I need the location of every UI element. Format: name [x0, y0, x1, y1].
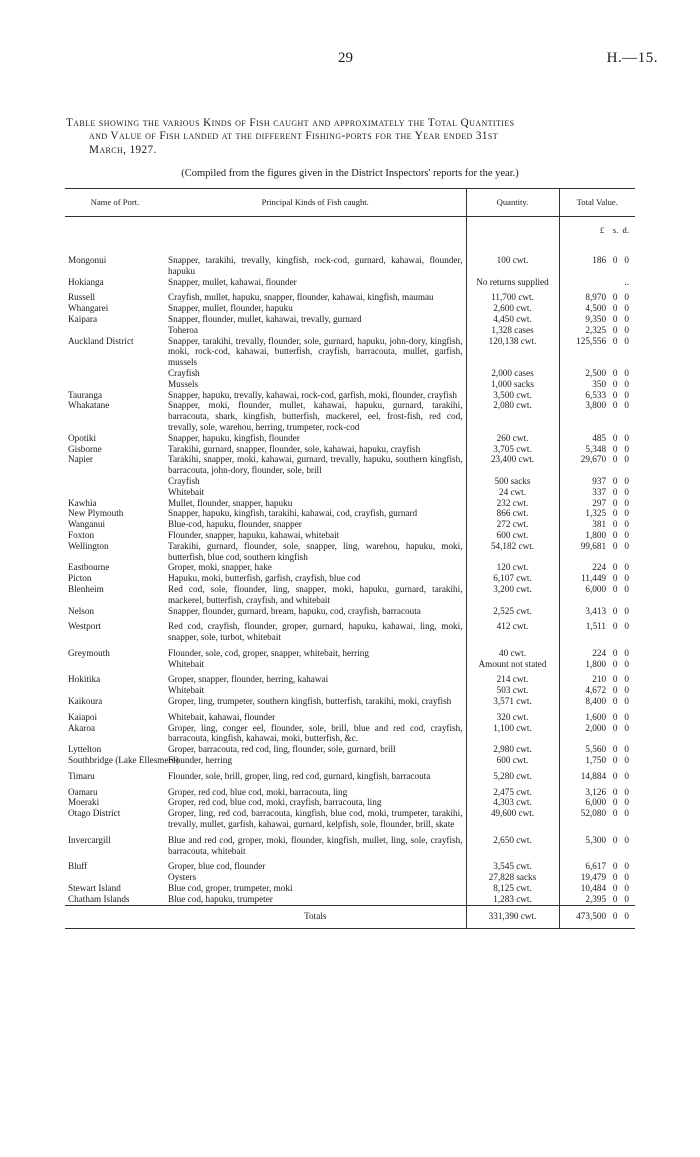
value-cell: 52,080 0 0	[559, 808, 635, 830]
value-cell: 937 0 0	[559, 476, 635, 487]
table-row	[65, 883, 635, 894]
port-cell: Wellington	[68, 540, 109, 551]
kinds-cell: Mussels	[168, 378, 199, 389]
port-cell: Hokianga	[68, 276, 104, 287]
value-cell: 350 0 0	[559, 379, 635, 390]
quantity-cell: 4,450 cwt.	[466, 314, 559, 325]
port-cell	[65, 659, 165, 670]
quantity-cell: 412 cwt.	[466, 616, 559, 643]
kinds-cell: Groper, red cod, blue cod, moki, barracouta, ling	[168, 786, 348, 797]
quantity-cell: 40 cwt.	[466, 643, 559, 659]
port-cell: Auckland District	[68, 335, 134, 346]
table-subtitle: (Compiled from the figures given in the District Inspectors' reports for the year.)	[181, 168, 519, 179]
port-cell: New Plymouth	[68, 508, 124, 519]
quantity-cell: 4,303 cwt.	[466, 797, 559, 808]
value-cell: 5,300 0 0	[559, 830, 635, 857]
quantity-cell: 5,280 cwt.	[466, 766, 559, 782]
quantity-cell: 3,571 cwt.	[466, 696, 559, 707]
table-row	[65, 476, 635, 487]
table-row	[65, 303, 635, 314]
kinds-cell: Oysters	[168, 872, 197, 883]
kinds-cell: Groper, barracouta, red cod, ling, flounder, sole, gurnard, brill	[168, 744, 396, 755]
quantity-cell: 1,100 cwt.	[466, 723, 559, 745]
value-cell: 6,617 0 0	[559, 856, 635, 872]
value-cell: 8,970 0 0	[559, 287, 635, 303]
quantity-cell: 2,080 cwt.	[466, 400, 559, 432]
kinds-cell: Whitebait	[168, 486, 205, 497]
page-header	[0, 50, 700, 70]
table-row	[65, 336, 635, 368]
kinds-cell: Snapper, flounder, mullet, kahawai, trevally, gurnard	[168, 313, 362, 324]
kinds-cell: Tarakihi, gurnard, flounder, sole, snapper, ling, warehou, hapuku, moki, butterfish, blue cod, southern kingfish	[168, 540, 463, 562]
value-cell: 3,413 0 0	[559, 606, 635, 617]
value-cell: 6,000 0 0	[559, 797, 635, 808]
fish-table	[65, 188, 635, 929]
kinds-cell: Snapper, flounder, gurnard, bream, hapuku, cod, crayfish, barracouta	[168, 605, 421, 616]
page-number: 29	[338, 50, 353, 66]
port-cell: Wanganui	[68, 519, 106, 530]
value-cell: 14,884 0 0	[559, 766, 635, 782]
kinds-cell: Whitebait, kahawai, flounder	[168, 711, 276, 722]
port-cell: Moeraki	[68, 797, 100, 808]
port-cell: Napier	[68, 454, 93, 465]
totals-row	[65, 905, 635, 928]
value-cell: 381 0 0	[559, 519, 635, 530]
table-row	[65, 379, 635, 390]
quantity-cell: 866 cwt.	[466, 508, 559, 519]
value-cell: 224 0 0	[559, 643, 635, 659]
table-row	[65, 255, 635, 277]
port-cell: Whakatane	[68, 400, 110, 411]
quantity-cell: 27,828 sacks	[466, 872, 559, 883]
port-cell: Eastbourne	[68, 562, 110, 573]
table-row	[65, 498, 635, 509]
table-row	[65, 872, 635, 883]
port-cell	[65, 476, 165, 487]
value-cell: 2,500 0 0	[559, 368, 635, 379]
table-row	[65, 707, 635, 723]
table-row	[65, 454, 635, 476]
quantity-cell: 2,980 cwt.	[466, 744, 559, 755]
value-cell: 9,350 0 0	[559, 314, 635, 325]
value-cell: 125,556 0 0	[559, 336, 635, 368]
table-row	[65, 808, 635, 830]
quantity-cell: 1,000 sacks	[466, 379, 559, 390]
port-cell: Foxton	[68, 529, 95, 540]
quantity-cell: 1,283 cwt.	[466, 894, 559, 905]
port-cell: Blenheim	[68, 583, 104, 594]
kinds-cell: Flounder, sole, brill, groper, ling, red cod, gurnard, kingfish, barracouta	[168, 770, 431, 781]
quantity-cell: 2,600 cwt.	[466, 303, 559, 314]
quantity-cell: 503 cwt.	[466, 685, 559, 696]
table-row	[65, 606, 635, 617]
quantity-cell: 1,328 cases	[466, 325, 559, 336]
kinds-cell: Blue cod, groper, trumpeter, moki	[168, 883, 293, 894]
table-row	[65, 508, 635, 519]
table-row	[65, 541, 635, 563]
kinds-cell: Flounder, herring	[168, 755, 232, 766]
quantity-cell: 23,400 cwt.	[466, 454, 559, 476]
table-row	[65, 755, 635, 766]
kinds-cell: Crayfish	[168, 367, 200, 378]
port-cell: Oamaru	[68, 786, 98, 797]
table-row	[65, 400, 635, 432]
quantity-cell: Amount not stated	[466, 659, 559, 670]
kinds-cell: Red cod, crayfish, flounder, groper, gurnard, hapuku, kahawai, ling, moki, snapper, sole, turbot, whitebait	[168, 621, 463, 643]
table-row	[65, 314, 635, 325]
value-cell: 337 0 0	[559, 487, 635, 498]
port-cell: Mongonui	[68, 255, 107, 265]
value-cell: 224 0 0	[559, 562, 635, 573]
table-row	[65, 782, 635, 798]
table-row	[65, 669, 635, 685]
port-cell: Kaikoura	[68, 696, 103, 707]
kinds-cell: Toheroa	[168, 324, 198, 335]
table-row	[65, 519, 635, 530]
kinds-cell: Crayfish	[168, 475, 200, 486]
table-row	[65, 562, 635, 573]
kinds-cell: Snapper, mullet, kahawai, flounder	[168, 276, 297, 287]
value-cell: 5,348 0 0	[559, 444, 635, 455]
quantity-cell: 49,600 cwt.	[466, 808, 559, 830]
document-reference: H.—15.	[606, 50, 658, 66]
port-cell: Timaru	[68, 770, 95, 781]
kinds-cell: Tarakihi, snapper, moki, kahawai, gurnard, trevally, hapuku, southern kingfish, barracouta, john-dory, flounder, sole, brill	[168, 454, 463, 476]
value-cell: 4,672 0 0	[559, 685, 635, 696]
value-cell: 6,533 0 0	[559, 390, 635, 401]
table-title	[66, 117, 641, 157]
value-cell: 99,681 0 0	[559, 541, 635, 563]
table-row	[65, 433, 635, 444]
quantity-cell: 2,475 cwt.	[466, 782, 559, 798]
port-cell	[65, 368, 165, 379]
table-row	[65, 287, 635, 303]
kinds-cell: Flounder, sole, cod, groper, snapper, whitebait, herring	[168, 647, 369, 658]
kinds-cell: Whitebait	[168, 685, 205, 696]
quantity-cell: 3,500 cwt.	[466, 390, 559, 401]
quantity-cell: 6,107 cwt.	[466, 573, 559, 584]
value-cell: 10,484 0 0	[559, 883, 635, 894]
kinds-cell: Whitebait	[168, 658, 205, 669]
totals-quantity: 331,390 cwt.	[466, 905, 559, 928]
port-cell: Akaroa	[68, 722, 96, 733]
value-cell: 186 0 0	[559, 255, 635, 277]
value-cell: 11,449 0 0	[559, 573, 635, 584]
port-cell: Gisborne	[68, 443, 102, 454]
kinds-cell: Red cod, sole, flounder, ling, snapper, moki, hapuku, gurnard, tarakihi, mackerel, butterfish, crayfish, and whitebait	[168, 583, 463, 605]
value-cell: 485 0 0	[559, 433, 635, 444]
value-cell: 6,000 0 0	[559, 584, 635, 606]
kinds-cell: Snapper, hapuku, kingfish, tarakihi, kahawai, cod, crayfish, gurnard	[168, 508, 418, 519]
value-cell: 3,126 0 0	[559, 782, 635, 798]
table-row	[65, 830, 635, 857]
table-row	[65, 573, 635, 584]
value-cell: 5,560 0 0	[559, 744, 635, 755]
quantity-cell: 260 cwt.	[466, 433, 559, 444]
kinds-cell: Tarakihi, gurnard, snapper, flounder, sole, kahawai, hapuku, crayfish	[168, 443, 421, 454]
table-row	[65, 390, 635, 401]
kinds-cell: Groper, ling, conger eel, flounder, sole, brill, blue and red cod, crayfish, barracouta, kingfish, kahawai, moki, butterfish, &c.	[168, 722, 463, 744]
table-row	[65, 325, 635, 336]
port-cell: Kaiapoi	[68, 711, 98, 722]
kinds-cell: Snapper, tarakihi, trevally, flounder, sole, gurnard, hapuku, john-dory, kingfish, moki, rock-cod, kahawai, butterfish, crayfish, barracouta, mullet, garfish, mussels	[168, 335, 463, 368]
table-row	[65, 744, 635, 755]
value-cell: 210 0 0	[559, 669, 635, 685]
kinds-cell: Crayfish, mullet, hapuku, snapper, flounder, kahawai, kingfish, maumau	[168, 292, 434, 303]
table-row	[65, 766, 635, 782]
value-cell: 1,511 0 0	[559, 616, 635, 643]
kinds-cell: Groper, moki, snapper, hake	[168, 562, 272, 573]
kinds-cell: Blue cod, hapuku, trumpeter	[168, 893, 273, 904]
port-cell: Chatham Islands	[68, 893, 130, 904]
port-cell	[65, 685, 165, 696]
quantity-cell: 24 cwt.	[466, 487, 559, 498]
kinds-cell: Snapper, hapuku, kingfish, flounder	[168, 432, 300, 443]
value-cell: 1,600 0 0	[559, 707, 635, 723]
port-cell: Stewart Island	[68, 883, 121, 894]
port-cell: Nelson	[68, 605, 95, 616]
column-header-quantity: Quantity.	[466, 189, 559, 217]
value-cell: 29,670 0 0	[559, 454, 635, 476]
value-cell: 2,000 0 0	[559, 723, 635, 745]
port-cell: Otago District	[68, 808, 121, 819]
totals-label: Totals	[165, 905, 466, 928]
port-cell: Kawhia	[68, 497, 97, 508]
quantity-cell: 54,182 cwt.	[466, 541, 559, 563]
port-cell: Kaipara	[68, 313, 98, 324]
quantity-cell: 3,545 cwt.	[466, 856, 559, 872]
port-cell: Picton	[68, 573, 92, 584]
value-cell: 1,800 0 0	[559, 659, 635, 670]
value-cell: 4,500 0 0	[559, 303, 635, 314]
kinds-cell: Flounder, snapper, hapuku, kahawai, whitebait	[168, 529, 340, 540]
quantity-cell: 214 cwt.	[466, 669, 559, 685]
kinds-cell: Groper, blue cod, flounder	[168, 861, 266, 872]
port-cell: Whangarei	[68, 303, 109, 314]
table-body	[65, 217, 635, 906]
table-header-row	[65, 189, 635, 217]
column-header-port: Name of Port.	[65, 189, 165, 217]
value-cell: 1,750 0 0	[559, 755, 635, 766]
quantity-cell: 8,125 cwt.	[466, 883, 559, 894]
value-cell: 1,325 0 0	[559, 508, 635, 519]
quantity-cell: 2,650 cwt.	[466, 830, 559, 857]
table-row	[65, 856, 635, 872]
quantity-cell: 120 cwt.	[466, 562, 559, 573]
table-row	[65, 894, 635, 905]
title-line: Table showing the various Kinds of Fish caught and approximately the Total Quantities	[66, 117, 515, 129]
port-cell: Bluff	[68, 861, 88, 872]
table-row	[65, 584, 635, 606]
table-row	[65, 797, 635, 808]
quantity-cell: 2,525 cwt.	[466, 606, 559, 617]
value-cell: 3,800 0 0	[559, 400, 635, 432]
value-cell: 19,479 0 0	[559, 872, 635, 883]
port-cell	[65, 379, 165, 390]
quantity-cell: No returns supplied	[466, 277, 559, 288]
quantity-cell: 320 cwt.	[466, 707, 559, 723]
kinds-cell: Blue and red cod, groper, moki, flounder, kingfish, mullet, ling, sole, crayfish, barracouta, whitebait	[168, 834, 463, 856]
column-header-value: Total Value.	[559, 189, 635, 217]
port-cell: Tauranga	[68, 389, 103, 400]
port-cell: Greymouth	[68, 647, 110, 658]
value-cell: ..	[559, 277, 635, 288]
table-row	[65, 616, 635, 643]
quantity-cell: 232 cwt.	[466, 498, 559, 509]
port-cell	[65, 872, 165, 883]
kinds-cell: Groper, ling, trumpeter, southern kingfish, butterfish, tarakihi, moki, crayfish	[168, 696, 452, 707]
port-cell: Hokitika	[68, 674, 101, 685]
quantity-cell: 272 cwt.	[466, 519, 559, 530]
quantity-cell: 500 sacks	[466, 476, 559, 487]
kinds-cell: Groper, snapper, flounder, herring, kahawai	[168, 674, 329, 685]
port-cell	[65, 487, 165, 498]
value-cell: 8,400 0 0	[559, 696, 635, 707]
quantity-cell: 600 cwt.	[466, 530, 559, 541]
table-row	[65, 685, 635, 696]
port-cell: Southbridge (Lake Ellesmere)	[68, 755, 179, 766]
table-row	[65, 696, 635, 707]
totals-value: 473,500 0 0	[559, 905, 635, 928]
kinds-cell: Groper, red cod, blue cod, moki, crayfish, barracouta, ling	[168, 797, 382, 808]
quantity-cell: 3,200 cwt.	[466, 584, 559, 606]
title-line: and Value of Fish landed at the different Fishing-ports for the Year ended 31st	[89, 130, 499, 143]
value-cell: 2,325 0 0	[559, 325, 635, 336]
value-cell: 1,800 0 0	[559, 530, 635, 541]
table-row	[65, 643, 635, 659]
table-row	[65, 368, 635, 379]
kinds-cell: Groper, ling, red cod, barracouta, kingfish, blue cod, moki, trumpeter, tarakihi, trevally, mullet, garfish, kahawai, gurnard, kelpfish, sole, flounder, brill, skate	[168, 808, 463, 830]
title-line: March, 1927.	[89, 143, 157, 156]
port-cell: Russell	[68, 292, 96, 303]
value-cell: 2,395 0 0	[559, 894, 635, 905]
quantity-cell: 120,138 cwt.	[466, 336, 559, 368]
kinds-cell: Snapper, moki, flounder, mullet, kahawai, hapuku, gurnard, tarakihi, barracouta, shark, kingfish, butterfish, mackerel, eel, frost-fish, red cod, trevally, sole, warehou, herring, trumpeter, rock-cod	[168, 400, 463, 432]
table-row	[65, 444, 635, 455]
table-row	[65, 530, 635, 541]
currency-header: £ s. d.	[559, 217, 635, 256]
kinds-cell: Snapper, tarakihi, trevally, kingfish, rock-cod, gurnard, kahawai, flounder, hapuku	[168, 255, 463, 276]
quantity-cell: 600 cwt.	[466, 755, 559, 766]
kinds-cell: Hapuku, moki, butterfish, garfish, crayfish, blue cod	[168, 573, 361, 584]
table-row	[65, 487, 635, 498]
quantity-cell: 11,700 cwt.	[466, 287, 559, 303]
port-cell: Opotiki	[68, 432, 97, 443]
quantity-cell: 3,705 cwt.	[466, 444, 559, 455]
value-cell: 297 0 0	[559, 498, 635, 509]
port-cell: Invercargill	[68, 834, 111, 845]
port-cell	[65, 325, 165, 336]
table-row	[65, 723, 635, 745]
quantity-cell: 100 cwt.	[466, 255, 559, 277]
table-row	[65, 277, 635, 288]
port-cell: Lyttelton	[68, 744, 102, 755]
kinds-cell: Mullet, flounder, snapper, hapuku	[168, 497, 293, 508]
table-row	[65, 659, 635, 670]
currency-row	[65, 217, 635, 256]
kinds-cell: Blue-cod, hapuku, flounder, snapper	[168, 519, 302, 530]
column-header-kinds: Principal Kinds of Fish caught.	[165, 189, 466, 217]
port-cell: Westport	[68, 621, 101, 632]
quantity-cell: 2,000 cases	[466, 368, 559, 379]
kinds-cell: Snapper, mullet, flounder, hapuku	[168, 303, 293, 314]
kinds-cell: Snapper, hapuku, trevally, kahawai, rock-cod, garfish, moki, flounder, crayfish	[168, 389, 458, 400]
